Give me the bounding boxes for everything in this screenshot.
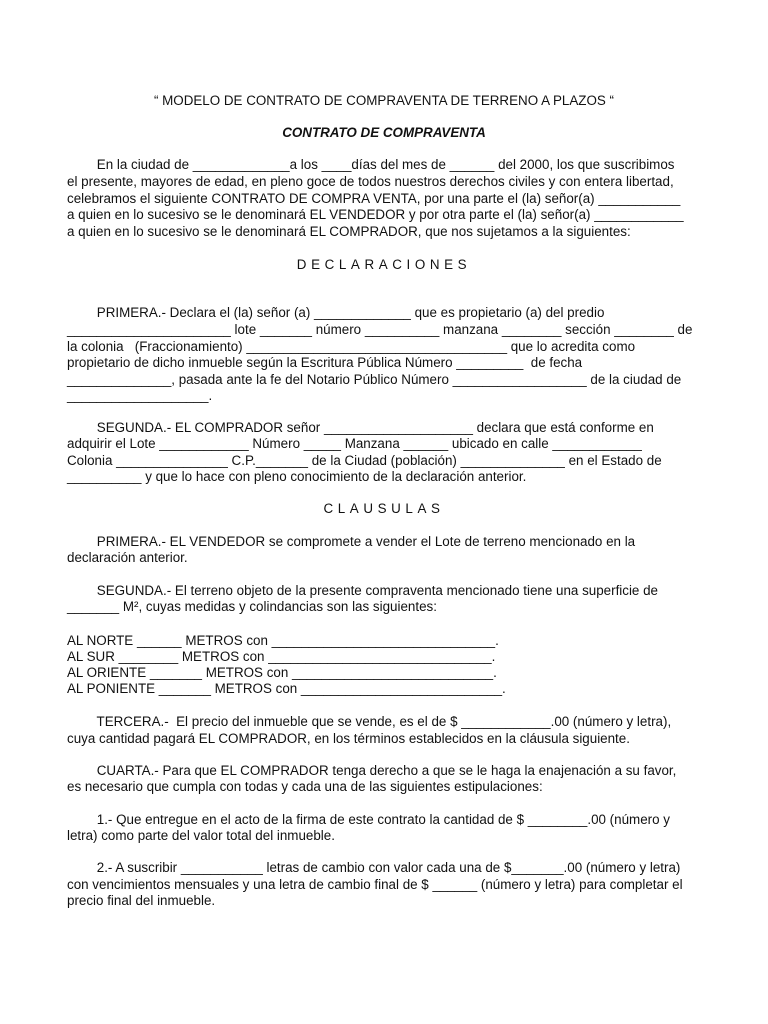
clausula-segunda-line: _______ M², cuyas medidas y colindancias son las siguientes: xyxy=(67,599,437,614)
colindancia-poniente: AL PONIENTE _______ METROS con ___________________________. xyxy=(67,681,506,696)
declaracion-segunda-line: SEGUNDA.- EL COMPRADOR señor ____________________ declara que está conforme en xyxy=(67,420,654,435)
clausula-tercera-line: cuya cantidad pagará EL COMPRADOR, en los términos establecidos en la cláusula siguiente. xyxy=(67,731,630,746)
clausula-cuarta-line: es necesario que cumpla con todas y cada una de las siguientes estipulaciones: xyxy=(67,779,543,794)
clausula-segunda-line: SEGUNDA.- El terreno objeto de la presente compraventa mencionado tiene una superficie de xyxy=(67,583,658,598)
declaracion-primera-line: PRIMERA.- Declara el (la) señor (a) _____________ que es propietario (a) del predio xyxy=(67,305,605,320)
intro-line: el presente, mayores de edad, en pleno goce de todos nuestros derechos civiles y con entera libertad, xyxy=(67,174,674,189)
document-subtitle: CONTRATO DE COMPRAVENTA xyxy=(282,125,486,140)
estipulacion-1-line: letra) como parte del valor total del inmueble. xyxy=(67,828,335,843)
clausulas-heading: CLAUSULAS xyxy=(323,501,445,516)
declaracion-primera-line: propietario de dicho inmueble según la Escritura Pública Número _________ de fecha xyxy=(67,355,583,370)
estipulacion-1-line: 1.- Que entregue en el acto de la firma de este contrato la cantidad de $ ________.00 (número y xyxy=(67,812,670,827)
colindancia-norte: AL NORTE ______ METROS con ______________________________. xyxy=(67,633,499,648)
colindancia-oriente: AL ORIENTE _______ METROS con ___________________________. xyxy=(67,665,497,680)
intro-line: En la ciudad de _____________a los ____días del mes de ______ del 2000, los que suscribimos xyxy=(67,157,675,172)
document-title: “ MODELO DE CONTRATO DE COMPRAVENTA DE TERRENO A PLAZOS “ xyxy=(153,93,615,108)
declaracion-segunda-line: __________ y que lo hace con pleno conocimiento de la declaración anterior. xyxy=(67,469,527,484)
declaracion-segunda-line: adquirir el Lote ____________ Número _____ Manzana ______ ubicado en calle ____________ xyxy=(67,436,642,451)
clausula-tercera-line: TERCERA.- El precio del inmueble que se vende, es el de $ ____________.00 (número y letra), xyxy=(67,714,672,729)
declaraciones-heading: DECLARACIONES xyxy=(296,257,472,272)
clausula-primera-line: PRIMERA.- EL VENDEDOR se compromete a vender el Lote de terreno mencionado en la xyxy=(67,534,636,549)
estipulacion-2-line: precio final del inmueble. xyxy=(67,893,216,908)
declaracion-segunda-line: Colonia _______________ C.P._______ de la Ciudad (población) ______________ en el Estado de xyxy=(67,453,662,468)
intro-line: a quien en lo sucesivo se le denominará EL COMPRADOR, que nos sujetamos a la siguientes: xyxy=(67,224,631,239)
declaracion-primera-line: ___________________. xyxy=(67,388,213,403)
declaracion-primera-line: ______________________ lote _______ número __________ manzana ________ sección ________ de xyxy=(67,322,693,337)
declaracion-primera-line: ______________, pasada ante la fe del Notario Público Número __________________ de la ciudad de xyxy=(67,372,682,387)
clausula-primera-line: declaración anterior. xyxy=(67,550,188,565)
estipulacion-2-line: con vencimientos mensuales y una letra de cambio final de $ ______ (número y letra) para completar el xyxy=(67,877,683,892)
clausula-cuarta-line: CUARTA.- Para que EL COMPRADOR tenga derecho a que se le haga la enajenación a su favor, xyxy=(67,763,677,778)
declaracion-primera-line: la colonia (Fraccionamiento) ___________________________________ que lo acredita como xyxy=(67,339,636,354)
intro-line: celebramos el siguiente CONTRATO DE COMPRA VENTA, por una parte el (la) señor(a) ___________ xyxy=(67,191,681,206)
estipulacion-2-line: 2.- A suscribir ___________ letras de cambio con valor cada una de $_______.00 (número y letra) xyxy=(67,860,681,875)
intro-line: a quien en lo sucesivo se le denominará EL VENDEDOR y por otra parte el (la) señor(a) ____________ xyxy=(67,207,684,222)
colindancia-sur: AL SUR ________ METROS con ______________________________. xyxy=(67,649,496,664)
